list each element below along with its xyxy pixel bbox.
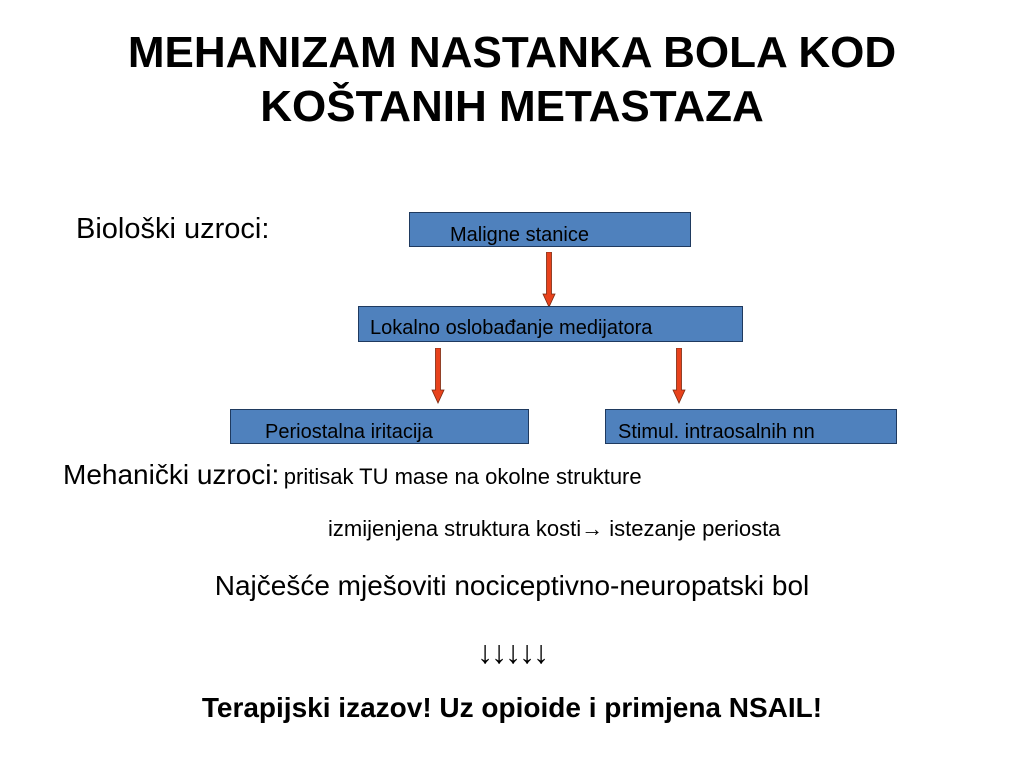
mechanical-cause-1: pritisak TU mase na okolne strukture [283,464,642,489]
title-line-2: KOŠTANIH METASTAZA [260,82,764,131]
title-line-1: MEHANIZAM NASTANKA BOLA KOD [127,28,897,77]
slide-title [0,26,1024,134]
malignant-cells-box: Maligne stanice [409,212,691,247]
down-arrow-icon [431,348,445,404]
periosteal-irritation-box: Periostalna iritacija [230,409,529,444]
mechanical-cause-2: izmijenjena struktura kosti→ istezanje periosta [328,516,781,541]
local-mediator-release-box: Lokalno oslobađanje medijatora [358,306,743,342]
therapy-conclusion: Terapijski izazov! Uz opioide i primjena NSAIL! [201,692,823,723]
mechanical-causes-label: Mehanički uzroci: [63,459,280,490]
pain-type-summary: Najčešće mješoviti nociceptivno-neuropatski bol [214,570,810,601]
biological-causes-label: Biološki uzroci: [76,213,270,245]
mechanical-causes-line [63,458,642,494]
intraosseous-nerve-stimulation-box: Stimul. intraosalnih nn [605,409,897,444]
down-arrow-icon [542,252,556,308]
down-arrow-icon [672,348,686,404]
down-arrows-row: ↓↓↓↓↓ [477,634,547,670]
